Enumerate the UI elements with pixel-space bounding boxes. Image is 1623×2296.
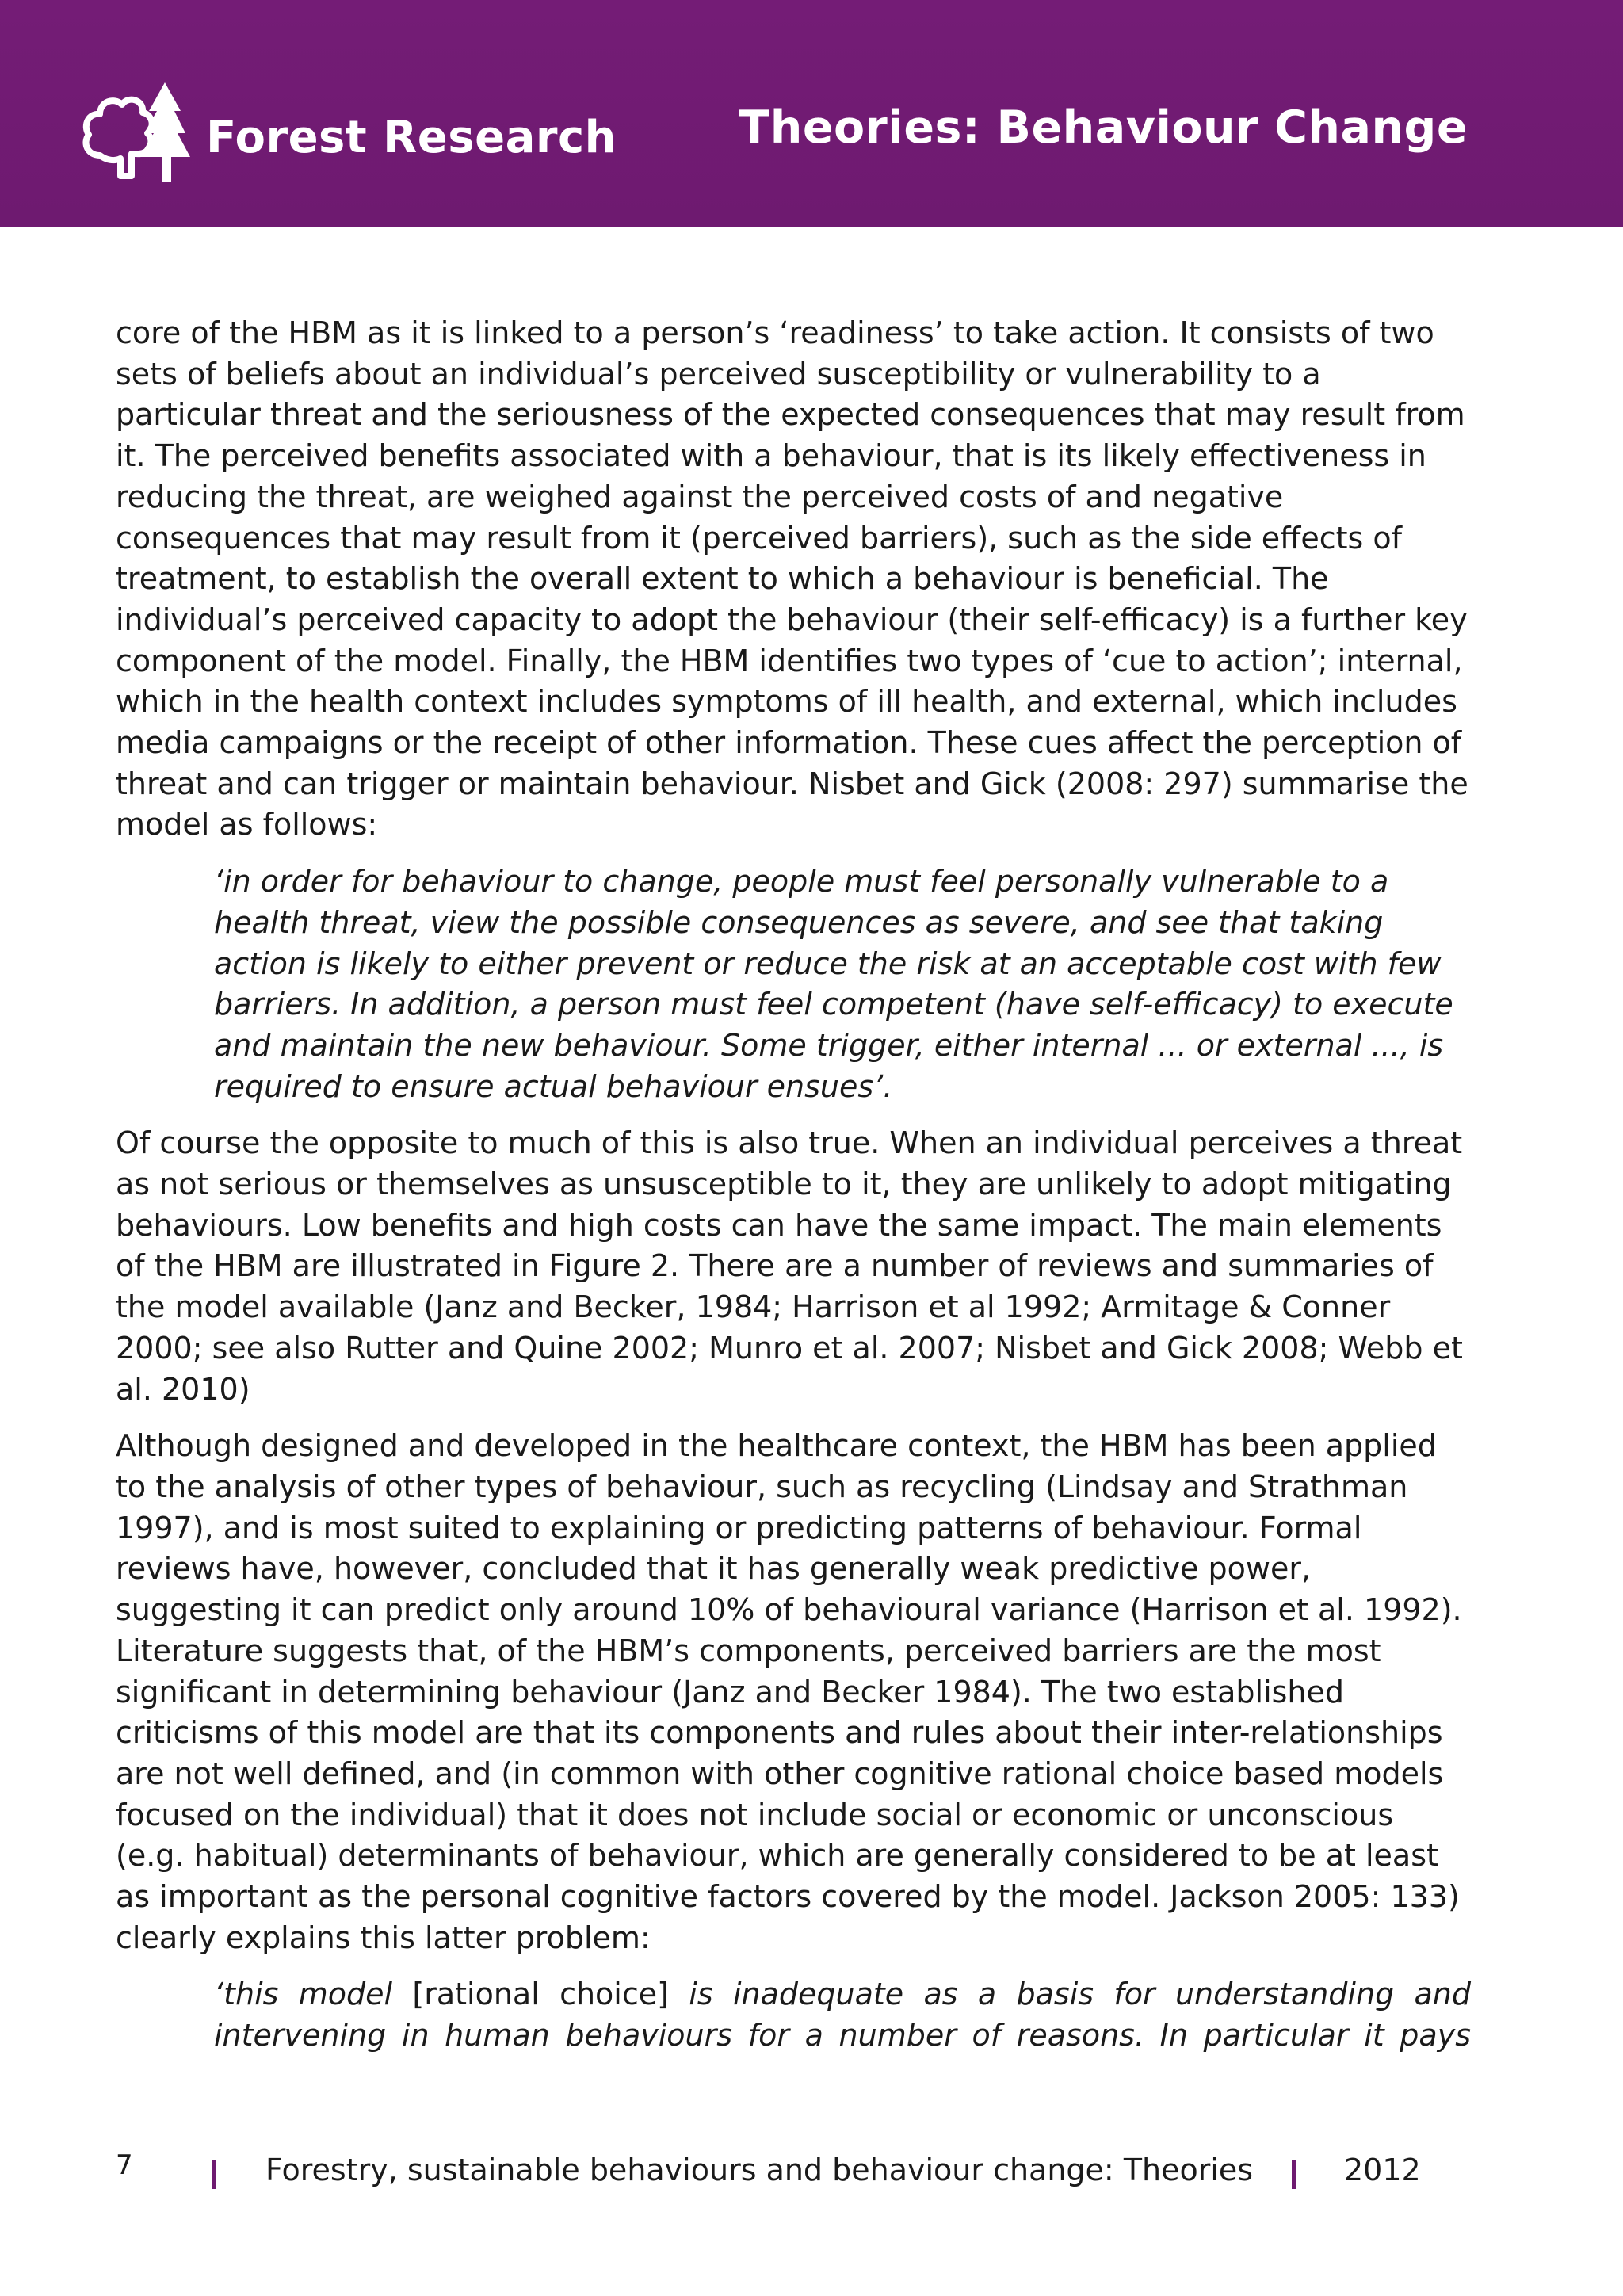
footer-doc-title: Forestry, sustainable behaviours and behaviour change: Theories (265, 2153, 1254, 2187)
paragraph-opposite: Of course the opposite to much of this is also true. When an individual perceives a threat as not serious or themselves as unsusceptible to it, they are unlikely to adopt mitigating behaviours. Low benefits and high costs can have the same impact. The main elements of the HBM are illustrated in Figure 2. There are a number of reviews and summaries of the model available (Janz and Becker, 1984; Harrison et al 1992; Armitage & Conner 2000; see also Rutter and Quine 2002; Munro et al. 2007; Nisbet and Gick 2008; Webb et al. 2010) (116, 1125, 1463, 1407)
paragraph-hbm-core: core of the HBM as it is linked to a person’s ‘readiness’ to take action. It consists of two sets of beliefs about an individual’s perceived susceptibility or vulnerability to a particular threat and the seriousness of the expected consequences that may result from it. The perceived benefits associated with a behaviour, that is its likely effectiveness in reducing the threat, are weighed against the perceived costs of and negative consequences that may result from it (perceived barriers), such as the side effects of treatment, to establish the overall extent to which a behaviour is beneficial. The individual’s perceived capacity to adopt the behaviour (their self-efficacy) is a further key component of the model. Finally, the HBM identifies two types of ‘cue to action’; internal, which in the health context includes symptoms of ill health, and external, which includes media campaigns or the receipt of other information. These cues affect the perception of threat and can trigger or maintain behaviour. Nisbet and Gick (2008: 297) summarise the model as follows: (116, 315, 1468, 842)
page-title: Theories: Behaviour Change (739, 101, 1468, 154)
tree-cluster-icon (82, 79, 190, 185)
main-content (116, 313, 1471, 2057)
page-footer (0, 2149, 1623, 2197)
quote-jackson-start: ‘this model (214, 1977, 413, 2012)
footer-separator (1292, 2160, 1296, 2189)
page-header (0, 0, 1623, 227)
footer-separator (212, 2160, 216, 2189)
quote-nisbet-gick: ‘in order for behaviour to change, people must feel personally vulnerable to a health threat, view the possible consequences as severe, and see that taking action is likely to either prevent or reduce the risk at an acceptable cost with few barriers. In addition, a person must feel competent (have self-efficacy) to execute and maintain the new behaviour. Some trigger, either internal ... or external ..., is required to ensure actual behaviour ensues’. (214, 864, 1453, 1104)
quote-jackson (214, 1974, 1471, 2056)
quote-jackson-insert: [rational choice] (412, 1977, 669, 2012)
quote-jackson-rest: is inadequate as a basis for understanding and intervening in human behaviours for a number of reasons. In particular it pays (214, 1977, 1472, 2053)
brand-name: Forest Research (206, 111, 617, 163)
footer-year: 2012 (1344, 2153, 1421, 2187)
page-number: 7 (116, 2149, 133, 2181)
forest-research-logo[interactable] (82, 79, 617, 185)
paragraph-applications: Although designed and developed in the healthcare context, the HBM has been applied to the analysis of other types of behaviour, such as recycling (Lindsay and Strathman 1997), and is most suited to explaining or predicting patterns of behaviour. Formal reviews have, however, concluded that it has generally weak predictive power, suggesting it can predict only around 10% of behavioural variance (Harrison et al. 1992). Literature suggests that, of the HBM’s components, perceived barriers are the most significant in determining behaviour (Janz and Becker 1984). The two established criticisms of this model are that its components and rules about their inter-relationships are not well defined, and (in common with other cognitive rational choice based models focused on the individual) that it does not include social or economic or unconscious (e.g. habitual) determinants of behaviour, which are generally considered to be at least as important as the personal cognitive factors covered by the model. Jackson 2005: 133) clearly explains this latter problem: (116, 1428, 1462, 1955)
